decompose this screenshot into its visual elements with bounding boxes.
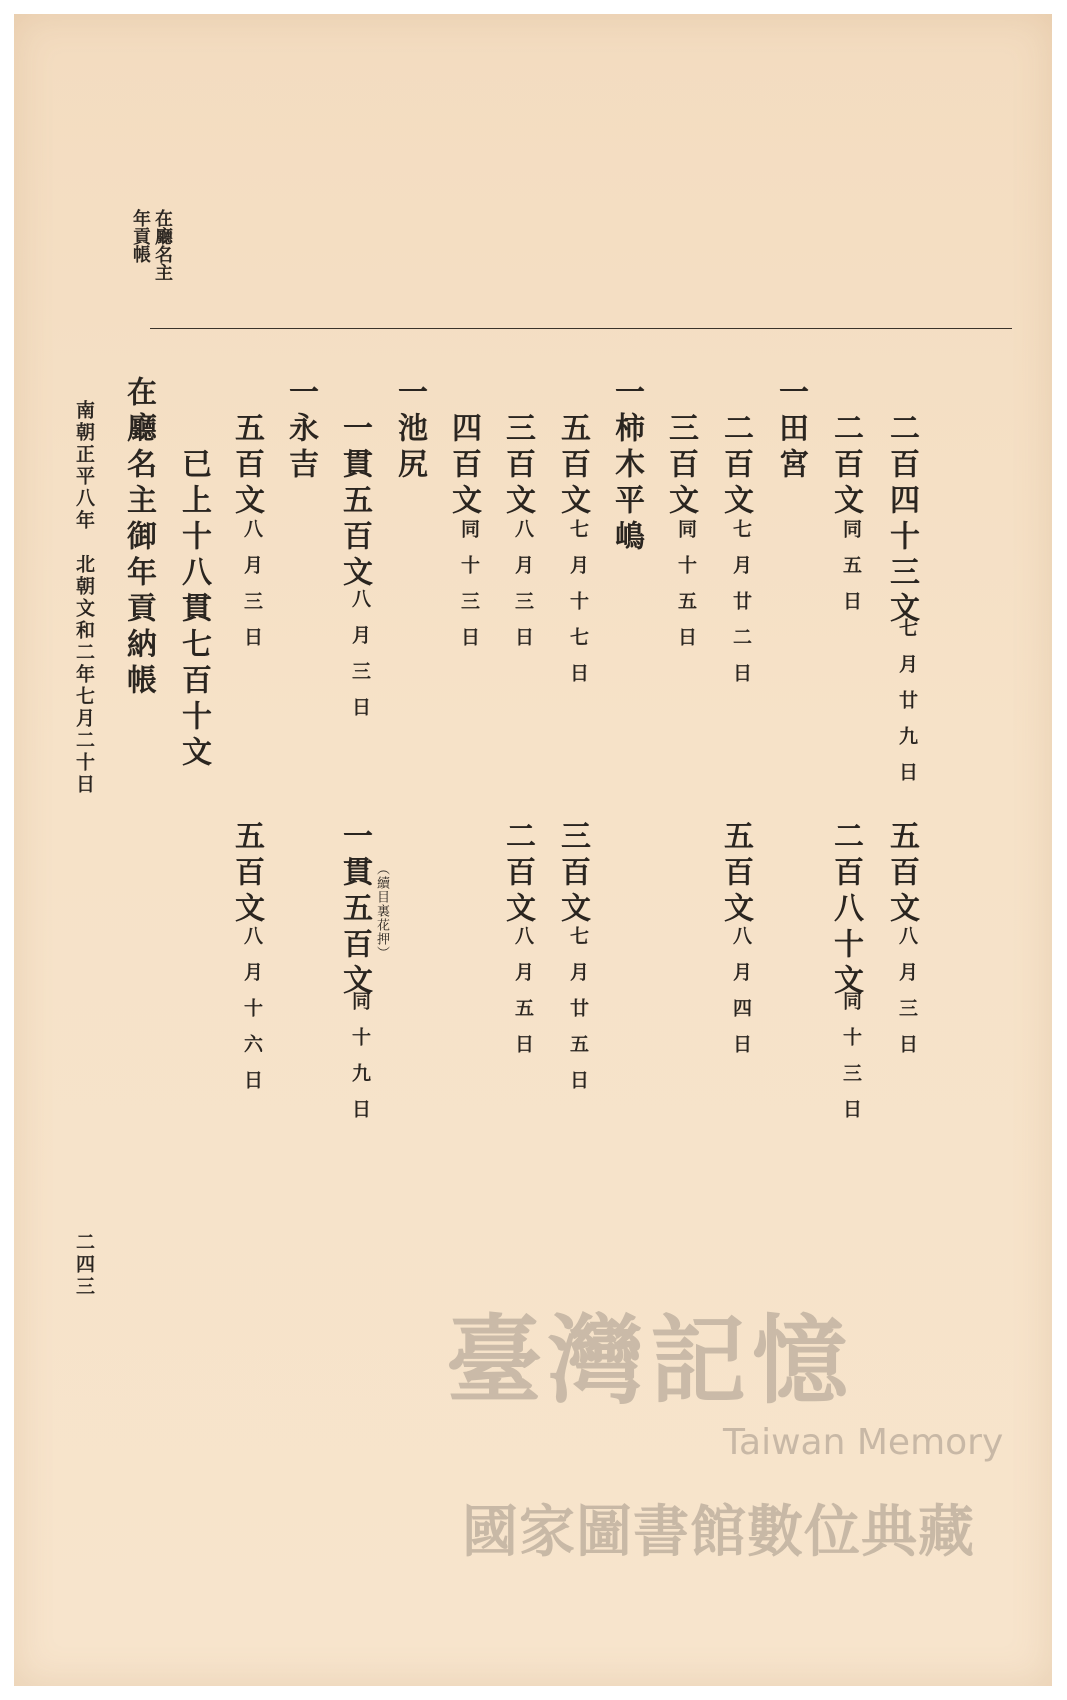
watermark-org: 國家圖書館數位典藏 (462, 1500, 975, 1565)
era-date: 南朝正平八年 北朝文和二年七月二十日 (73, 400, 95, 796)
entry-date: 八月三日 (349, 589, 371, 733)
entry-amount: 二百八十文 (828, 820, 863, 1000)
entry-amount: 四百文 (446, 412, 481, 520)
annotation-note: （續目裏花押） (374, 862, 389, 960)
entry-date: 同十三日 (458, 519, 480, 663)
entry-amount: 三百文 (663, 412, 698, 520)
entry-amount: 五百文 (884, 820, 919, 928)
entry-date: 八月五日 (512, 926, 534, 1070)
entry-amount: 一貫五百文 (337, 412, 372, 592)
entry-date: 同十三日 (840, 991, 862, 1135)
entry-amount: 五百文 (555, 412, 590, 520)
entry-amount: 二百文 (500, 820, 535, 928)
place-name: 一柿木平嶋 (609, 376, 644, 556)
entry-date: 同十五日 (675, 519, 697, 663)
place-name: 一永吉 (283, 376, 318, 484)
entry-amount: 一貫五百文 (337, 820, 372, 1000)
header-line-2: 年貢帳 (130, 209, 151, 263)
watermark-logo: 臺灣記憶 (446, 1304, 854, 1417)
entry-amount: 三百文 (500, 412, 535, 520)
entry-date: 同十九日 (349, 991, 371, 1135)
place-name: 一池尻 (392, 376, 427, 484)
entry-amount: 五百文 (229, 820, 264, 928)
entry-date: 八月十六日 (241, 926, 263, 1106)
document-title: 在廳名主御年貢納帳 (121, 376, 156, 700)
entry-amount: 二百四十三文 (884, 412, 919, 628)
entry-date: 七月廿九日 (896, 618, 918, 798)
place-name: 一田宮 (773, 376, 808, 484)
watermark-english: Taiwan Memory (723, 1422, 1004, 1463)
header-rule (150, 328, 1012, 329)
entry-date: 七月廿五日 (567, 926, 589, 1106)
entry-date: 八月三日 (896, 926, 918, 1070)
entry-date: 八月四日 (730, 926, 752, 1070)
entry-amount: 二百文 (828, 412, 863, 520)
header-line-1: 在廳名主 (152, 209, 173, 281)
entry-date: 同五日 (840, 519, 862, 627)
entry-date: 七月廿二日 (730, 519, 752, 699)
page-number: 二四三 (73, 1232, 95, 1298)
entry-date: 八月三日 (241, 519, 263, 663)
entry-amount: 五百文 (718, 820, 753, 928)
entry-amount: 五百文 (229, 412, 264, 520)
entry-amount: 二百文 (718, 412, 753, 520)
entry-amount: 三百文 (555, 820, 590, 928)
total-line: 已上十八貫七百十文 (176, 448, 211, 772)
entry-date: 八月三日 (512, 519, 534, 663)
entry-date: 七月十七日 (567, 519, 589, 699)
